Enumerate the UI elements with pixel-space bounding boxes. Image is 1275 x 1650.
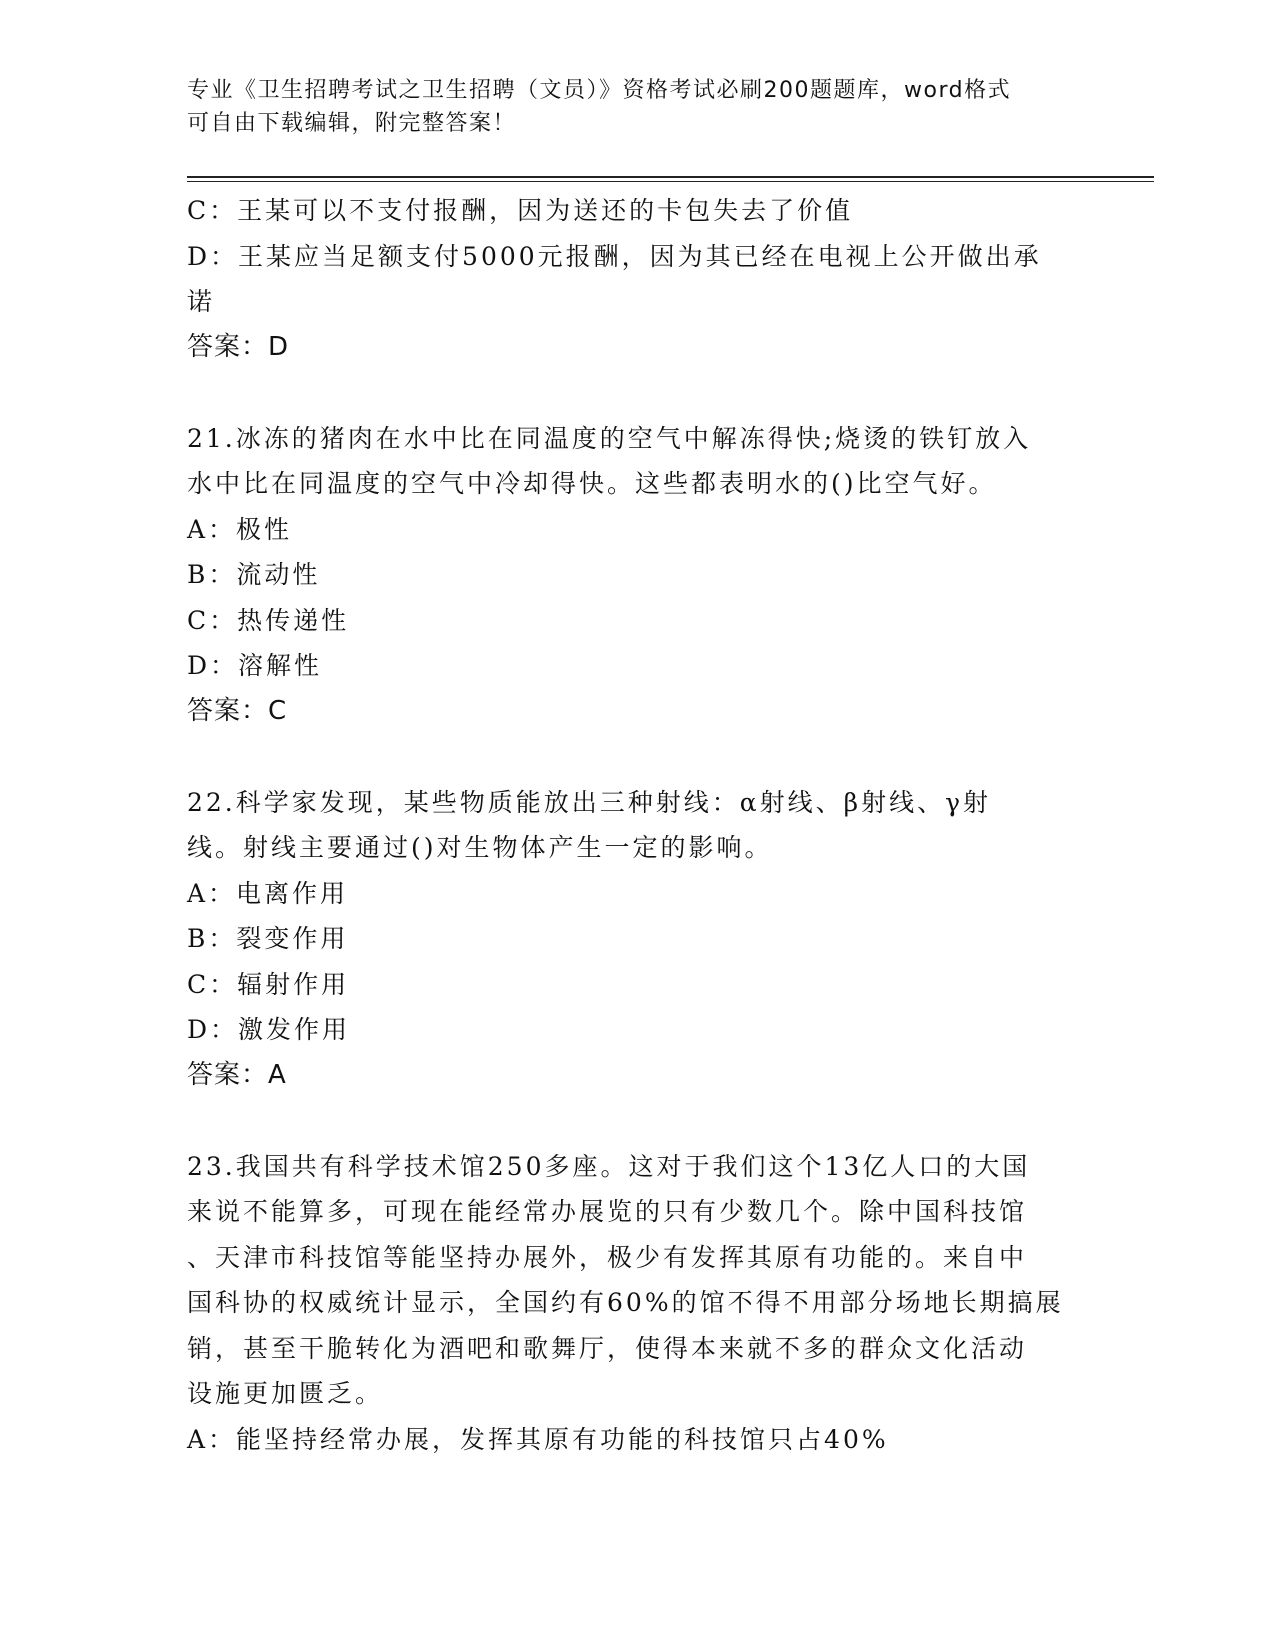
q21-option-b: B：流动性 [187, 560, 321, 589]
q22-option-b: B：裂变作用 [187, 924, 349, 953]
q22-option-a: A：电离作用 [187, 878, 349, 908]
q22-stem-line-2: 线。射线主要通过()对生物体产生一定的影响。 [187, 833, 773, 862]
q21-answer: 答案：C [187, 695, 288, 726]
q23-stem-line-3: 、天津市科技馆等能坚持办展外，极少有发挥其原有功能的。来自中 [187, 1242, 1028, 1272]
header-divider [187, 176, 1154, 182]
q22-answer: 答案：A [187, 1059, 287, 1090]
q23-stem-line-2: 来说不能算多，可现在能经常办展览的只有少数几个。除中国科技馆 [187, 1197, 1028, 1226]
q21-option-a: A：极性 [187, 514, 293, 544]
q23-stem-line-6: 设施更加匮乏。 [187, 1379, 384, 1408]
q21-stem-line-1: 21.冰冻的猪肉在水中比在同温度的空气中解冻得快;烧烫的铁钉放入 [187, 423, 1032, 453]
prev-answer: 答案：D [187, 331, 290, 362]
spacer [187, 370, 1087, 416]
header-line-1: 专业《卫生招聘考试之卫生招聘（文员）》资格考试必刷200题题库，word格式 [187, 78, 1012, 103]
q22-option-d: D：激发作用 [187, 1015, 351, 1044]
q23-stem-line-1: 23.我国共有科学技术馆250多座。这对于我们这个13亿人口的大国 [187, 1151, 1031, 1181]
prev-option-d-line-1: D：王某应当足额支付5000元报酬，因为其已经在电视上公开做出承 [187, 241, 1042, 271]
q21-option-c: C：热传递性 [187, 605, 350, 635]
spacer [187, 1098, 1087, 1144]
prev-option-d-line-2: 诺 [187, 287, 216, 316]
q22-stem-line-1: 22.科学家发现，某些物质能放出三种射线：α射线、β射线、γ射 [187, 787, 992, 817]
spacer [187, 734, 1087, 780]
q23-stem-line-5: 销，甚至干脆转化为酒吧和歌舞厅，使得本来就不多的群众文化活动 [187, 1333, 1028, 1363]
question-content [187, 188, 1087, 1462]
q23-option-a: A：能坚持经常办展，发挥其原有功能的科技馆只占40% [187, 1424, 889, 1454]
prev-option-c: C：王某可以不支付报酬，因为送还的卡包失去了价值 [187, 196, 854, 225]
q21-option-d: D：溶解性 [187, 651, 323, 680]
document-header [187, 74, 1067, 140]
q22-option-c: C：辐射作用 [187, 969, 350, 999]
q21-stem-line-2: 水中比在同温度的空气中冷却得快。这些都表明水的()比空气好。 [187, 469, 997, 498]
header-line-2: 可自由下载编辑，附完整答案！ [187, 111, 517, 136]
q23-stem-line-4: 国科协的权威统计显示，全国约有60%的馆不得不用部分场地长期搞展 [187, 1288, 1064, 1317]
